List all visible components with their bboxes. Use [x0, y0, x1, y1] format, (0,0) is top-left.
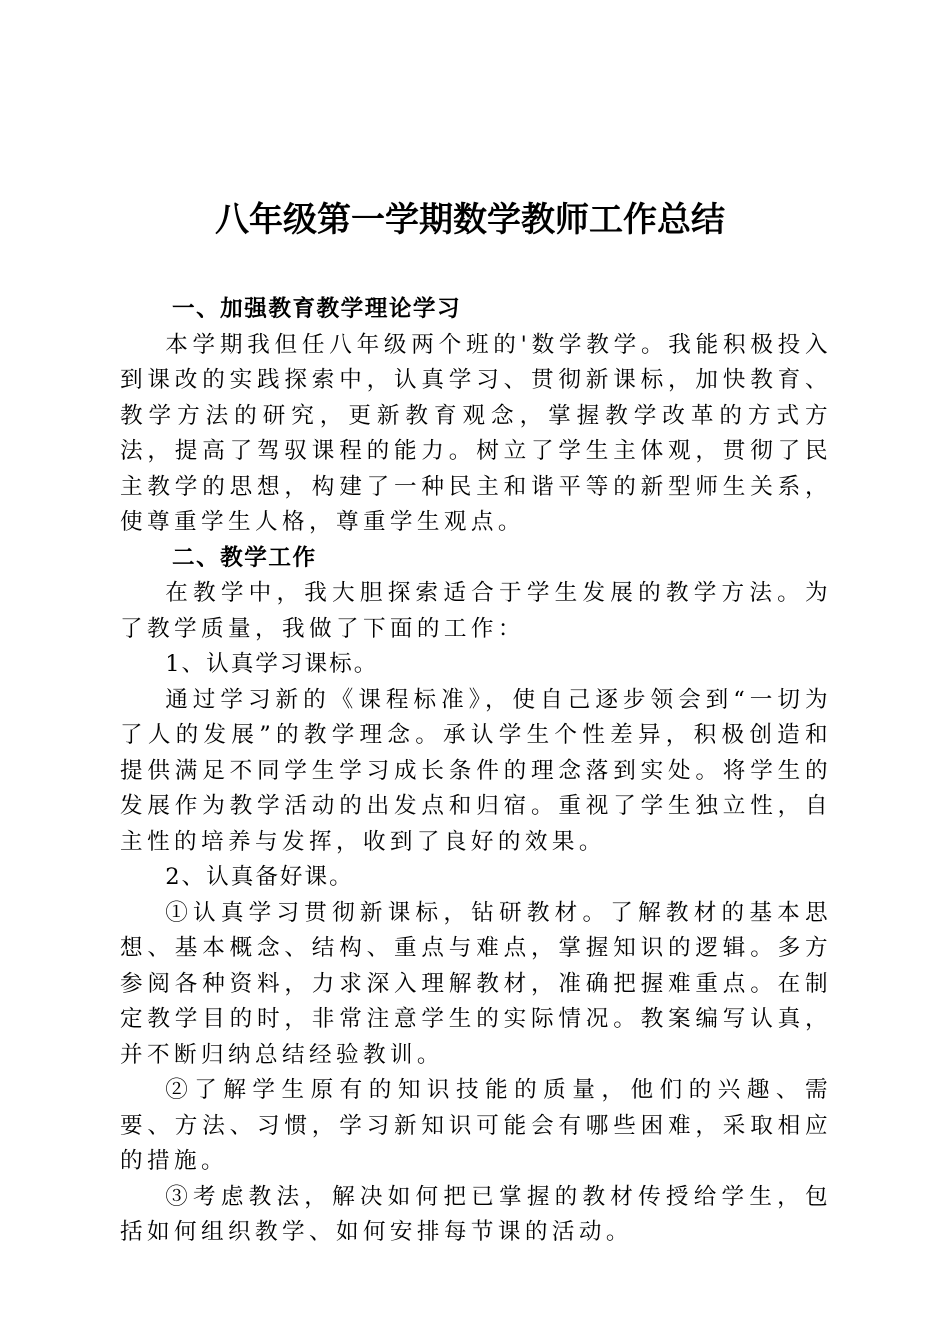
section-2-heading: 二、教学工作 [172, 544, 317, 571]
document-title: 八年级第一学期数学教师工作总结 [215, 200, 725, 240]
item-1-paragraph: 通过学习新的《课程标准》，使自己逐步领会到“一切为了人的发展”的教学理念。承认学生个性差异，积极创造和提供满足不同学生学习成长条件的理念落到实处。将学生的发展作为教学活动的出发点和归宿。重视了学生独立性，自主性的培养与发挥，收到了良好的效果。 [120, 686, 832, 855]
document-body [120, 292, 832, 1251]
item-2-point-1: ①认真学习贯彻新课标，钻研教材。了解教材的基本思想、基本概念、结构、重点与难点，掌握知识的逻辑。多方参阅各种资料，力求深入理解教材，准确把握难重点。在制定教学目的时，非常注意学生的实际情况。教案编写认真，并不断归纳总结经验教训。 [120, 899, 832, 1068]
item-2-point-2: ②了解学生原有的知识技能的质量，他们的兴趣、需要、方法、习惯，学习新知识可能会有哪些困难，采取相应的措施。 [120, 1077, 832, 1174]
section-1-paragraph: 本学期我但任八年级两个班的'数学教学。我能积极投入到课改的实践探索中，认真学习、贯彻新课标，加快教育、教学方法的研究，更新教育观念，掌握教学改革的方式方法，提高了驾驭课程的能力。树立了学生主体观，贯彻了民主教学的思想，构建了一种民主和谐平等的新型师生关系，使尊重学生人格，尊重学生观点。 [120, 331, 832, 535]
item-1-title: 1、认真学习课标。 [165, 651, 379, 677]
item-2-point-3: ③考虑教法，解决如何把已掌握的教材传授给学生，包括如何组织教学、如何安排每节课的活动。 [120, 1183, 832, 1245]
section-1-heading: 一、加强教育教学理论学习 [172, 296, 462, 322]
section-2-intro: 在教学中，我大胆探索适合于学生发展的教学方法。为了教学质量，我做了下面的工作： [120, 580, 832, 642]
item-2-title: 2、认真备好课。 [165, 864, 354, 890]
